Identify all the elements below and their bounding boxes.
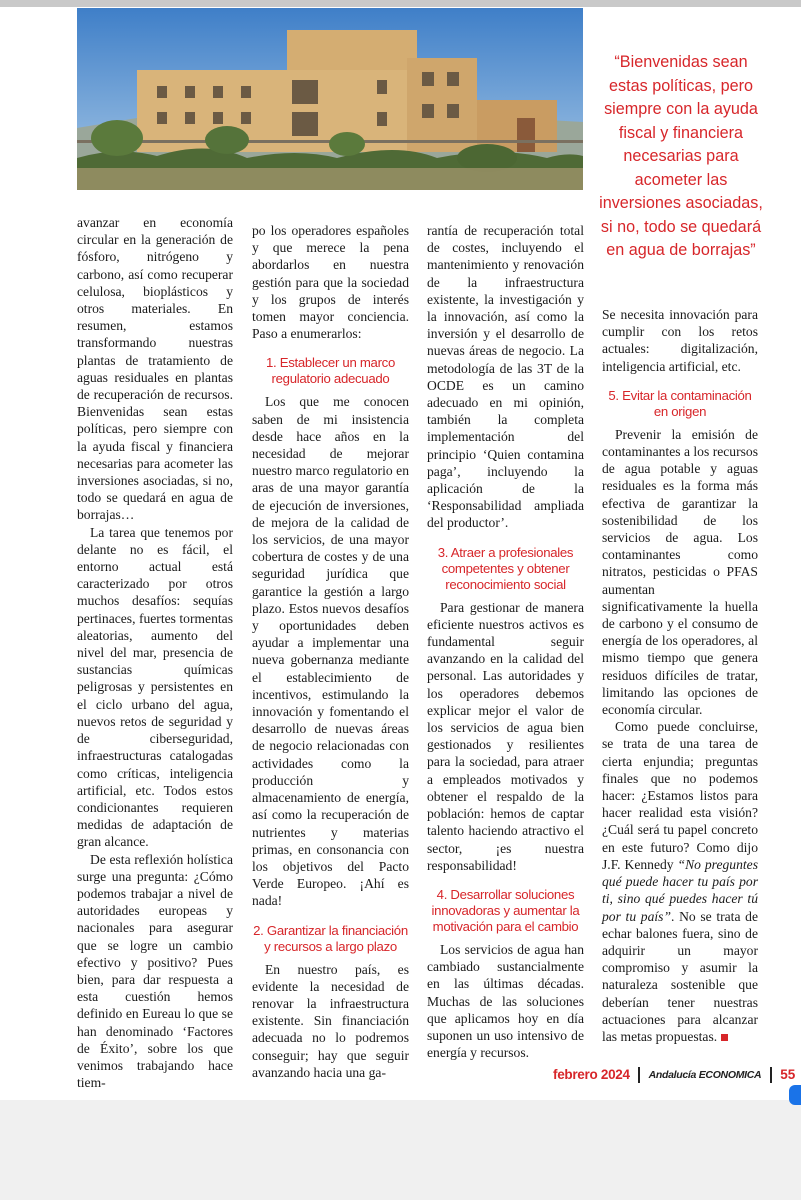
paragraph xyxy=(602,718,758,1045)
section-heading-2: 2. Garantizar la financiación y recursos a largo plazo xyxy=(253,922,408,954)
page-number: 55 xyxy=(780,1067,796,1083)
section-heading-3: 3. Atraer a profesionales competentes y obtener reconocimiento social xyxy=(437,544,574,592)
paragraph: En nuestro país, es evidente la necesidad de renovar la infraestructura existente. Sin financiación adecuada no lo podremos conseguir; hay que seguir avanzando hacia una ga- xyxy=(252,961,409,1080)
article-column-2 xyxy=(252,222,409,1081)
paragraph: Se necesita innovación para cumplir con los retos actuales: digitalización, inteligencia artificial, etc. xyxy=(602,307,758,374)
issue-date: febrero 2024 xyxy=(553,1067,630,1083)
kennedy-quote: “No preguntes qué puede hacer tu país por ti, sino qué puedes hacer tú por tu país” xyxy=(602,856,758,924)
paragraph: Prevenir la emisión de contaminantes a los recursos de agua potable y aguas residuales es la forma más efectiva de garantizar la sostenibilidad de los servicios de agua. Los contaminantes como nitratos, pesticidas o PFAS aumentan significativamente la huella de carbono y el consumo de energía de los operadores, al mismo tiempo que genera residuos difíciles de tratar, limitando las opciones de economía circular. xyxy=(602,426,758,718)
article-column-3 xyxy=(427,222,584,1061)
page-footer xyxy=(553,1066,795,1086)
end-of-article-mark xyxy=(721,1034,728,1041)
article-column-1 xyxy=(77,214,233,1091)
building-photo xyxy=(77,8,583,190)
magazine-name: Andalucía ECONOMICA xyxy=(648,1068,762,1081)
paragraph: De esta reflexión holística surge una pregunta: ¿Cómo podemos trabajar a nivel de autoridades europeas y nacionales para asegurar que se logre un cambio efectivo y positivo? Pues bien, para dar respuesta a esta cuestión hemos definido en Eureau lo que se han denominado ‘Factores de Éxito’, sobre los que venimos trabajando hace tiem- xyxy=(77,851,233,1091)
section-heading-5: 5. Evitar la contaminación en origen xyxy=(608,387,752,419)
section-heading-1: 1. Establecer un marco regulatorio adecuado xyxy=(265,355,395,387)
paragraph: Para gestionar de manera eficiente nuestros activos es fundamental seguir avanzando en la calidad del personal. Las autoridades y los operadores debemos explicar mejor el valor de los servicios de agua bien gestionados y resilientes para la sociedad, para atraer a empleados motivados y obtener el respaldo de la población: hemos de captar talento haciendo atractivo el sector, ¡es nuestra responsabilidad! xyxy=(427,599,584,873)
scroll-handle[interactable] xyxy=(789,1085,801,1105)
paragraph: avanzar en economía circular en la generación de fósforo, nitrógeno y carbono, así como recuperar celulosa, bioplásticos y otros materiales. En resumen, estamos transformando nuestras plantas de tratamiento de aguas residuales en plantas de recuperación de recursos. Bienvenidas sean estas políticas, pero siempre con la ayuda fiscal y financiera necesarias para acometer las inversiones asociadas, si no, todo se quedará en agua de borrajas… xyxy=(77,215,233,523)
paragraph: rantía de recuperación total de costes, incluyendo el mantenimiento y renovación de la infraestructura existente, la investigación y la innovación, así como la inversión y el desarrollo de nuevas áreas de negocio. La metodología de las 3T de la OCDE es un camino adecuado en mi opinión, también la completa implementación del principio ‘Quien contamina paga’, incluyendo la aplicación de la ‘Responsabilidad ampliada del productor’. xyxy=(427,223,584,531)
article-column-4 xyxy=(602,306,758,1045)
paragraph: po los operadores españoles y que merece la pena abordarlos en nuestra gestión para que la sociedad y los grupos de interés tomen mayor conciencia. Paso a enumerarlos: xyxy=(252,223,409,342)
paragraph: Los servicios de agua han cambiado sustancialmente en las últimas décadas. Muchas de las soluciones que aplicamos hoy en día suponen un uso intensivo de energía y recursos. xyxy=(427,941,584,1061)
footer-divider xyxy=(638,1067,640,1083)
paragraph-text: . No se trata de echar balones fuera, sino de adquirir un mayor compromiso y asumir la naturaleza sostenible que deberían tener nuestras actuaciones para alcanzar las metas propuestas. xyxy=(602,908,758,1044)
footer-divider xyxy=(770,1067,772,1083)
paragraph-text: Como puede concluirse, se trata de una tarea de cierta enjundia; preguntas finales que no podemos hacer: ¿Estamos listos para hacer realidad esta visión? ¿Cuál será tu papel concreto en este futuro? Como dijo J.F. Kennedy xyxy=(602,719,758,872)
pull-quote: “Bienvenidas sean estas políticas, pero siempre con la ayuda fiscal y financiera necesarias para acometer las inversiones asociadas, si no, todo se quedará en agua de borrajas” xyxy=(599,53,763,259)
magazine-page xyxy=(0,7,801,1100)
paragraph: Los que me conocen saben de mi insistencia desde hace años en la necesidad de mejorar nuestro marco regulatorio en aras de una mayor garantía de ejecución de inversiones, de mejora de la calidad de los servicios, de una mayor cobertura de costes y de una seguridad jurídica que garantice la gestión a largo plazo. Estos nuevos desafíos y oportunidades deben ayudar a implementar una nueva gobernanza mediante el establecimiento de incentivos, estimulando la innovación y fomentando el desarrollo de nuevas áreas de negocio relacionadas con actividades como la producción y almacenamiento de energía, así como la recuperación de nutrientes y materias primas, en consonancia con los objetivos del Pacto Verde Europeo. ¡Ahí es nada! xyxy=(252,394,409,909)
paragraph: La tarea que tenemos por delante no es fácil, el entorno actual está caracterizado por otros muchos desafíos: sequías pertinaces, fuertes tormentas aleatorias, aumento del nivel del mar, presencia de sustancias químicas peligrosas y persistentes en el ciclo urbano del agua, nuevos retos de seguridad y de ciberseguridad, infraestructuras catalogadas como críticas, inteligencia artificial, etc. Todos estos condicionantes requieren medidas de adaptación de gran alcance. xyxy=(77,524,233,850)
viewer-top-bar xyxy=(0,0,801,7)
section-heading-4: 4. Desarrollar soluciones innovadoras y aumentar la motivación para el cambio xyxy=(431,886,580,934)
